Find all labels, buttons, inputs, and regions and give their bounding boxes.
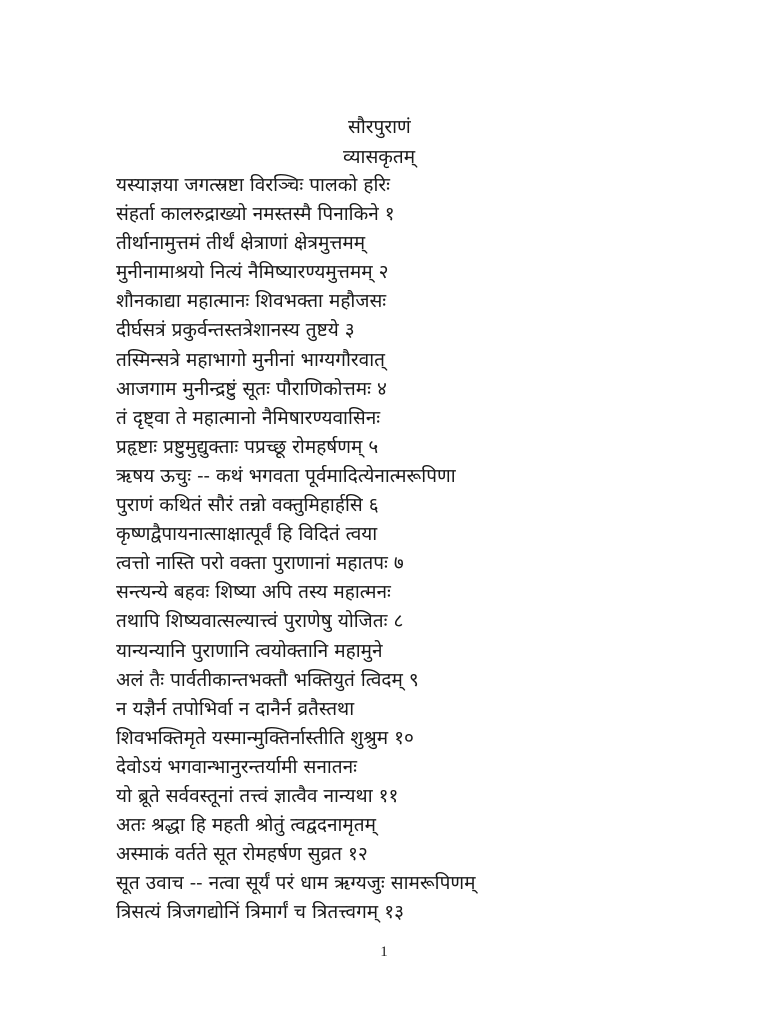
verse-line: देवोऽयं भगवान्भानुरन्तर्यामी सनातनः [116, 755, 358, 778]
verse-line: सूत उवाच -- नत्वा सूर्यं परं धाम ऋग्यजुः सामरूपिणम् [116, 872, 476, 895]
verse-block [116, 171, 736, 927]
verse-line: तस्मिन्सत्रे महाभागो मुनीनां भाग्यगौरवात् [116, 348, 385, 371]
document-subtitle: व्यासकृतम् [343, 146, 416, 168]
verse-line: दीर्घसत्रं प्रकुर्वन्तस्तत्रेशानस्य तुष्टये ३ [116, 319, 355, 342]
verse-line: त्वत्तो नास्ति परो वक्ता पुराणानां महातपः ७ [116, 552, 404, 575]
verse-line: अस्माकं वर्तते सूत रोमहर्षण सुव्रत १२ [116, 843, 368, 866]
page-number: 1 [380, 944, 388, 960]
verse-line: अतः श्रद्धा हि महती श्रोतुं त्वद्वदनामृतम् [116, 814, 376, 837]
verse-line: शिवभक्तिमृते यस्मान्मुक्तिर्नास्तीति शुश्रुम १० [116, 726, 414, 749]
document-title: सौरपुराणं [348, 116, 411, 138]
verse-line: पुराणं कथितं सौरं तन्नो वक्तुमिहार्हसि ६ [116, 494, 379, 517]
verse-line: प्रहृष्टाः प्रष्टुमुद्युक्ताः पप्रच्छू रोमहर्षणम् ५ [116, 435, 379, 458]
verse-line: संहर्ता कालरुद्राख्यो नमस्तस्मै पिनाकिने १ [116, 203, 395, 226]
verse-line: यो ब्रूते सर्ववस्तूनां तत्त्वं ज्ञात्वैव नान्यथा ११ [116, 784, 399, 807]
verse-line: शौनकाद्या महात्मानः शिवभक्ता महौजसः [116, 290, 387, 313]
verse-line: मुनीनामाश्रयो नित्यं नैमिष्यारण्यमुत्तमम् २ [116, 261, 389, 284]
verse-line: आजगाम मुनीन्द्रष्टुं सूतः पौराणिकोत्तमः ४ [116, 377, 387, 400]
verse-line: अलं तैः पार्वतीकान्तभक्तौ भक्तियुतं त्विदम् ९ [116, 668, 419, 691]
verse-line: ऋषय ऊचुः -- कथं भगवता पूर्वमादित्येनात्मरूपिणा [116, 464, 456, 487]
verse-line: तथापि शिष्यवात्सल्यात्त्वं पुराणेषु योजितः ८ [116, 610, 404, 633]
verse-line: त्रिसत्यं त्रिजगद्योनिं त्रिमार्गं च त्रितत्त्वगम् १३ [116, 901, 404, 924]
verse-line: कृष्णद्वैपायनात्साक्षात्पूर्वं हि विदितं त्वया [116, 523, 378, 546]
verse-line: यान्यन्यानि पुराणानि त्वयोक्तानि महामुने [116, 639, 383, 662]
verse-line: तं दृष्ट्वा ते महात्मानो नैमिषारण्यवासिनः [116, 406, 381, 429]
verse-line: यस्याज्ञया जगत्स्रष्टा विरञ्चिः पालको हरिः [116, 174, 390, 196]
verse-line: सन्त्यन्ये बहवः शिष्या अपि तस्य महात्मनः [116, 581, 391, 604]
verse-line: न यज्ञैर्न तपोभिर्वा न दानैर्न व्रतैस्तथा [116, 697, 355, 720]
verse-line: तीर्थानामुत्तमं तीर्थं क्षेत्राणां क्षेत्रमुत्तमम् [116, 232, 366, 255]
